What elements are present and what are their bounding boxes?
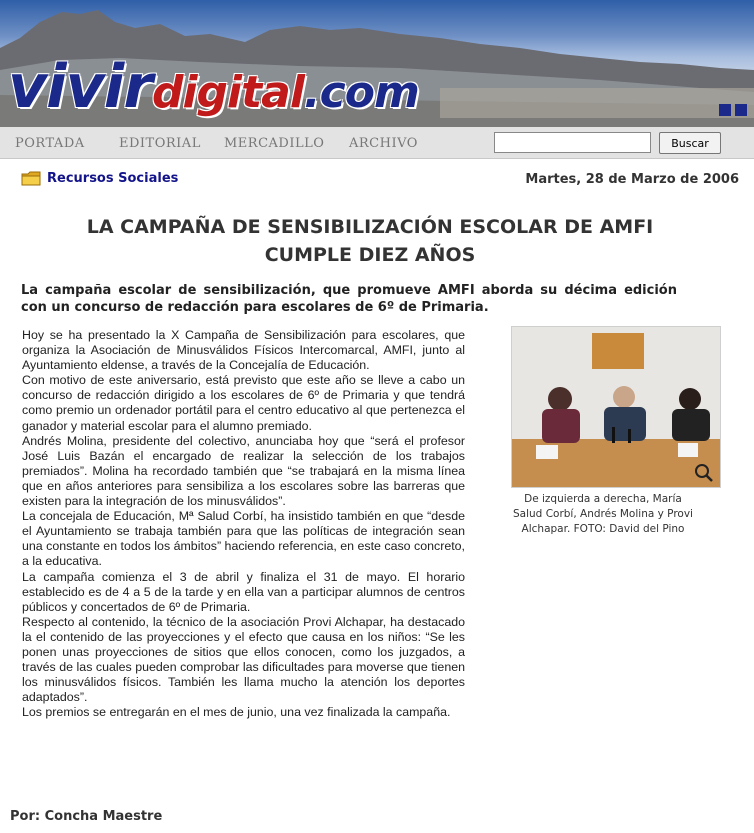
title-line-2: CUMPLE DIEZ AÑOS (264, 244, 476, 266)
article-lede: La campaña escolar de sensibilización, que promueve AMFI aborda su décima edición con un concurso de redacción para escolares de 6º de Primaria. (21, 283, 677, 315)
paragraph: La campaña comienza el 3 de abril y finaliza el 31 de mayo. El horario establecido es de 4 a 5 de la tarde y en ella van a participar alumnos de centros públicos y concertados de 6º de Primaria. (22, 569, 465, 614)
paragraph: Con motivo de este aniversario, está previsto que este año se lleve a cabo un concurso de redacción dirigido a los escolares de 6º de Primaria y que tendrá como premio un ordenador portátil para el centro educativo al que pertenezca el ganador y material escolar para el alumno premiado. (22, 373, 465, 433)
search-input[interactable] (494, 132, 651, 153)
paragraph: La concejala de Educación, Mª Salud Corbí, ha insistido también en que “desde el Ayuntamiento se trabaja también para que las políticas de integración sean una constante en todos los ámbitos” haciendo referencia, en este caso concreto, a la educativa. (22, 509, 465, 569)
section-breadcrumb[interactable] (21, 171, 178, 186)
article-title (20, 213, 720, 269)
section-label: Recursos Sociales (47, 171, 179, 186)
title-line-1: LA CAMPAÑA DE SENSIBILIZACIÓN ESCOLAR DE AMFI (86, 216, 654, 238)
nav-item-archivo[interactable]: ARCHIVO (349, 136, 418, 151)
nav-item-editorial[interactable]: EDITORIAL (119, 136, 201, 151)
article-byline: Por: Concha Maestre (10, 809, 163, 824)
publish-date: Martes, 28 de Marzo de 2006 (525, 172, 739, 187)
decorative-square (719, 104, 731, 116)
nav-item-portada[interactable]: PORTADA (15, 136, 85, 151)
paragraph: Los premios se entregarán en el mes de junio, una vez finalizada la campaña. (22, 705, 451, 720)
search-button[interactable]: Buscar (659, 132, 721, 154)
header-banner (0, 0, 754, 127)
paragraph: Hoy se ha presentado la X Campaña de Sensibilización para escolares, que organiza la Asociación de Minusválidos Físicos Intercomarcal, AMFI, junto al Ayuntamiento eldense, a través de la Concejalía de Educación. (22, 328, 465, 373)
logo-vivir: vivir (8, 52, 152, 122)
folder-icon (21, 171, 41, 186)
paragraph: Andrés Molina, presidente del colectivo, anunciaba hoy que “será el profesor José Luis Bazán el encargado de realizar la selección de los trabajos premiados”. Molina ha recordado también que “se trabajará en la misma línea que en años anteriores para sensibiliza a los escolares sobre las barreras que existen para la integración de los minusválidos”. (22, 433, 465, 509)
site-logo[interactable] (8, 52, 419, 122)
article-body (22, 328, 465, 720)
decorative-square (735, 104, 747, 116)
paragraph: Respecto al contenido, la técnico de la asociación Provi Alchapar, ha destacado la el contenido de las proyecciones y el efecto que causa en los niños: “Se les ponen unas proyecciones de sitios que ellos conocen, como los juzgados, a través de las cuales pueden comprobar las dificultades para moverse que tienen los minusválidos físicos. También les llama mucho la atención los deportes adaptados”. (22, 614, 465, 705)
photo-caption: De izquierda a derecha, María Salud Corbí, Andrés Molina y Provi Alchapar. FOTO: David del Pino (513, 493, 693, 535)
nav-item-mercadillo[interactable]: MERCADILLO (224, 136, 325, 151)
press-conference-photo (512, 327, 721, 488)
logo-com: .com (303, 67, 419, 118)
article-photo[interactable] (511, 326, 721, 488)
logo-digital: digital (151, 67, 304, 118)
